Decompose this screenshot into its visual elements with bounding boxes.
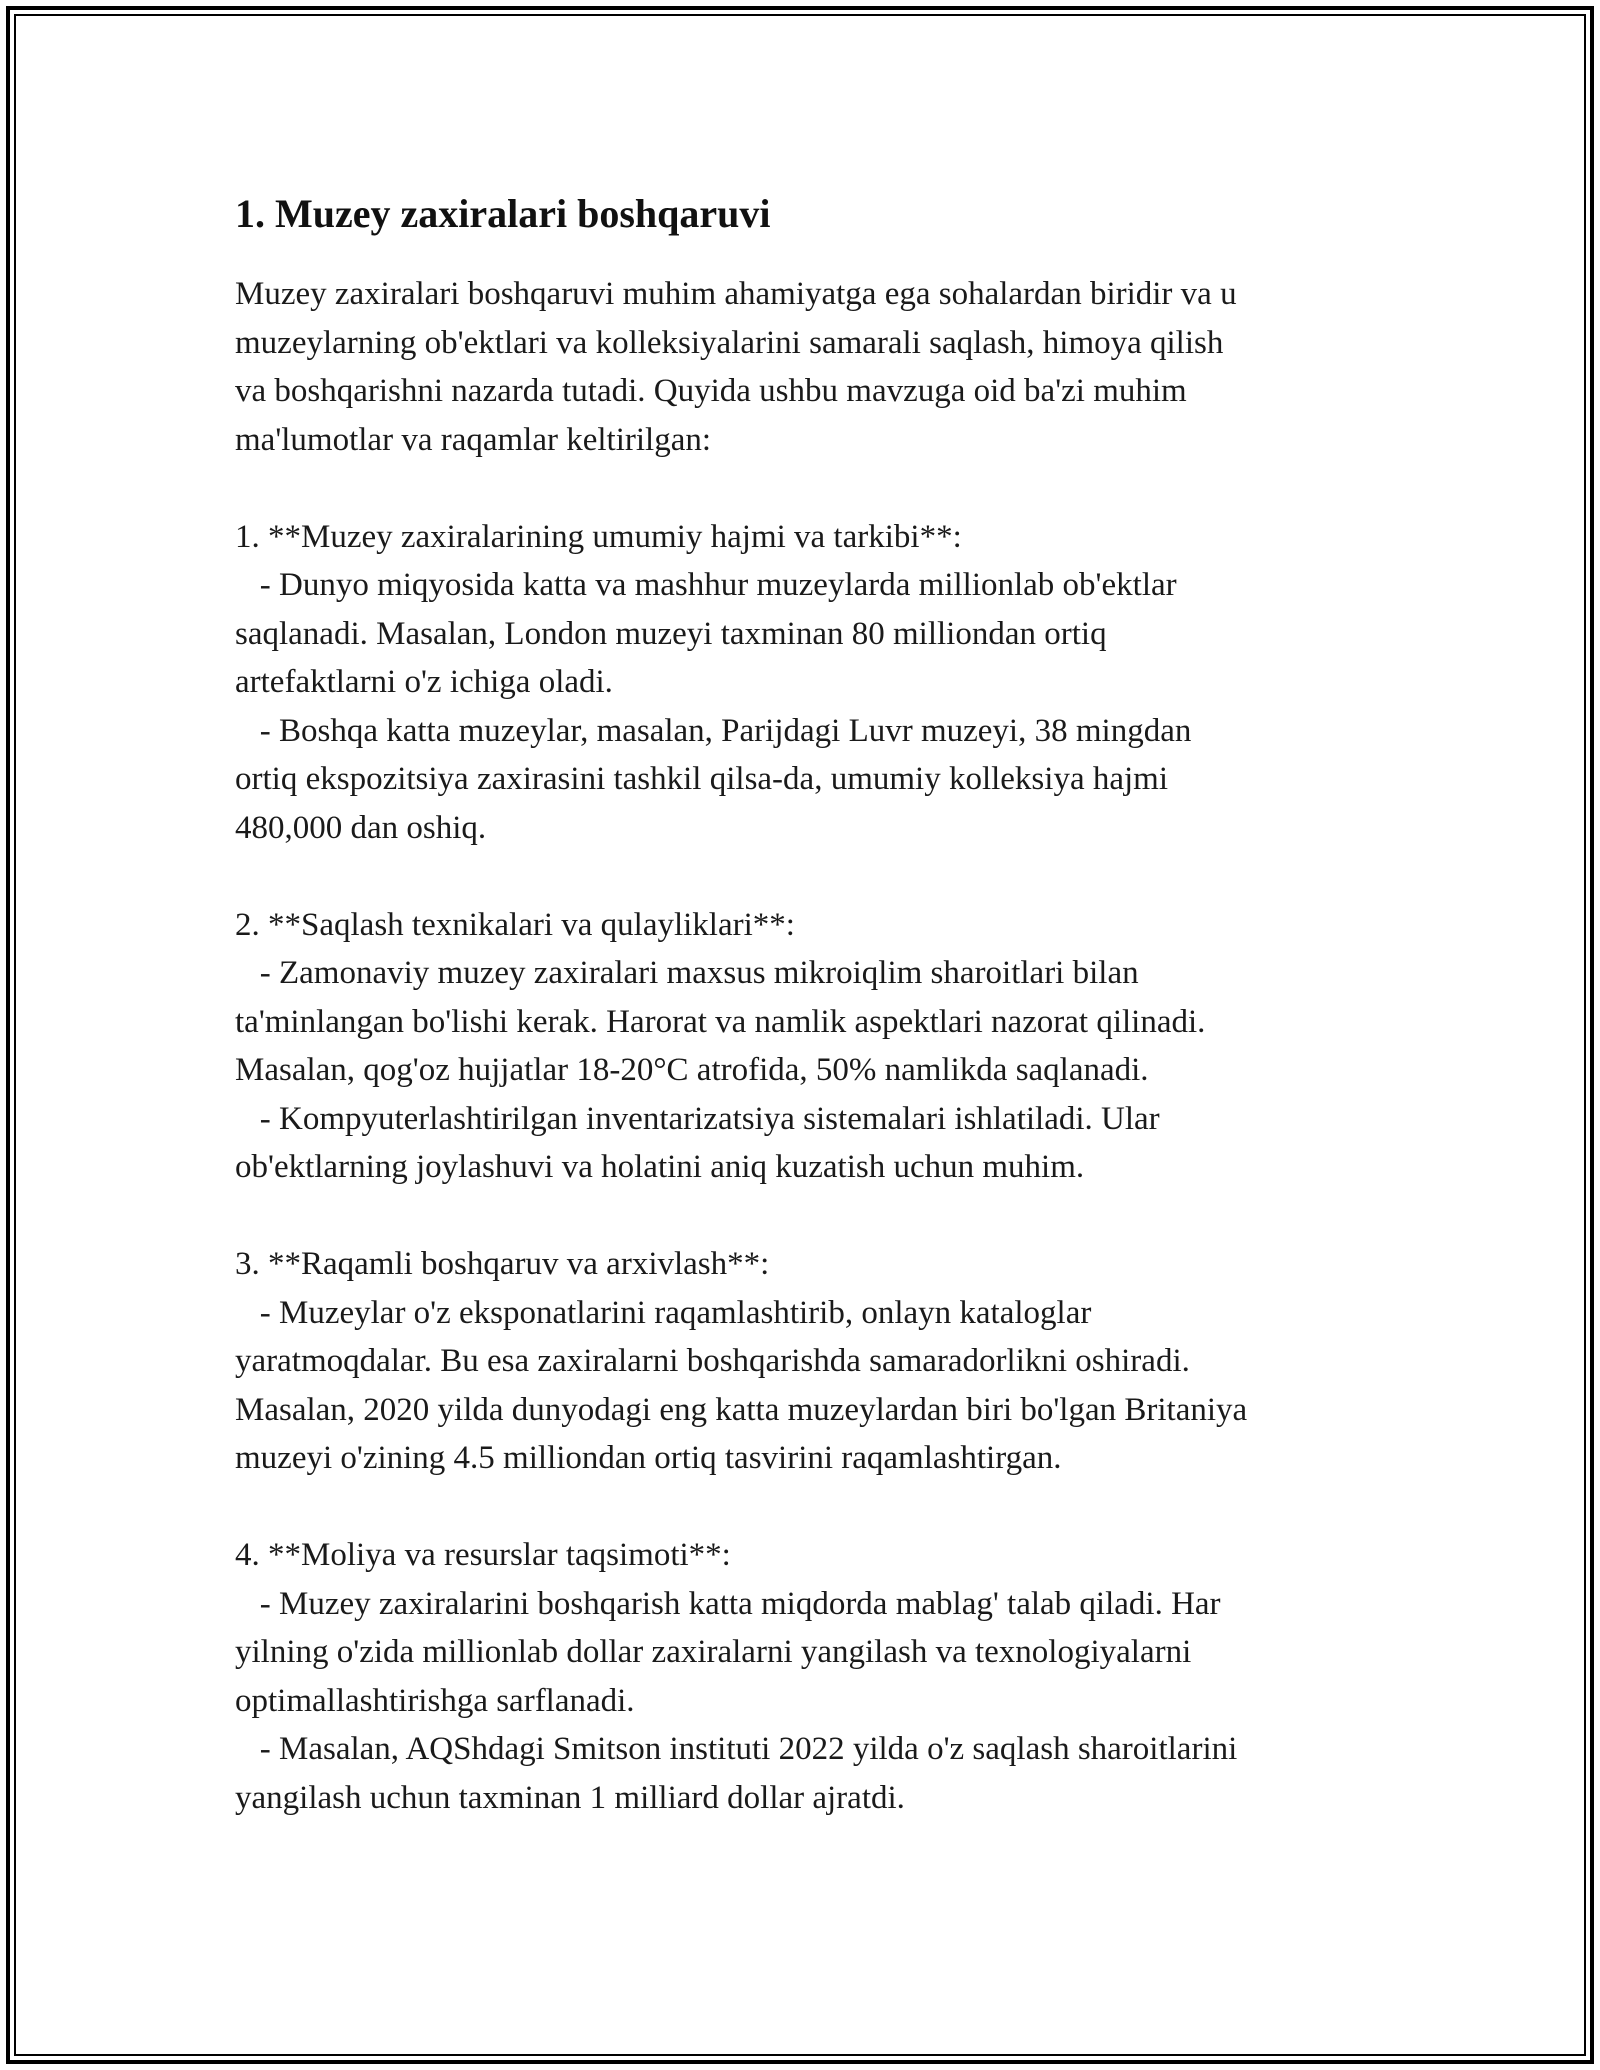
document-title: 1. Muzey zaxiralari boshqaruvi bbox=[235, 191, 771, 236]
section-1-paragraph: 1. **Muzey zaxiralarining umumiy hajmi va tarkibi**: - Dunyo miqyosida katta va mashhur muzeylarda millionlab ob'ektlar saqlanadi. Masalan, London muzeyi taxminan 80 milliondan ortiq artefaktlarni o'z ichiga oladi. - Boshqa katta muzeylar, masalan, Parijdagi Luvr muzeyi, 38 mingdan ortiq ekspozitsiya zaxirasini tashkil qilsa-da, umumiy kolleksiya hajmi 480,000 dan oshiq. bbox=[235, 518, 1192, 846]
section-2-paragraph: 2. **Saqlash texnikalari va qulayliklari**: - Zamonaviy muzey zaxiralari maxsus mikroiqlim sharoitlari bilan ta'minlangan bo'lishi kerak. Harorat va namlik aspektlari nazorat qilinadi. Masalan, qog'oz hujjatlar 18-20°C atrofida, 50% namlikda saqlanadi. - Kompyuterlashtirilgan inventarizatsiya sistemalari ishlatiladi. Ular ob'ektlarning joylashuvi va holatini aniq kuzatish uchun muhim. bbox=[235, 906, 1206, 1185]
section-3-paragraph: 3. **Raqamli boshqaruv va arxivlash**: - Muzeylar o'z eksponatlarini raqamlashtirib, onlayn kataloglar yaratmoqdalar. Bu esa zaxiralarni boshqarishda samaradorlikni oshiradi. Masalan, 2020 yilda dunyodagi eng katta muzeylardan biri bo'lgan Britaniya muzeyi o'zining 4.5 milliondan ortiq tasvirini raqamlashtirgan. bbox=[235, 1246, 1248, 1476]
blank-line bbox=[235, 464, 1375, 513]
blank-line bbox=[235, 1192, 1375, 1241]
section-4-paragraph: 4. **Moliya va resurslar taqsimoti**: - Muzey zaxiralarini boshqarish katta miqdorda mablag' talab qiladi. Har yilning o'zida millionlab dollar zaxiralarni yangilash va texnologiyalarni optimallashtirishga sarflanadi. - Masalan, AQShdagi Smitson instituti 2022 yilda o'z saqlash sharoitlarini yangilash uchun taxminan 1 milliard dollar ajratdi. bbox=[235, 1537, 1238, 1816]
document-body bbox=[235, 186, 1375, 1822]
blank-line bbox=[235, 1483, 1375, 1532]
blank-line bbox=[235, 852, 1375, 901]
intro-paragraph: Muzey zaxiralari boshqaruvi muhim ahamiyatga ega sohalardan biridir va u muzeylarning ob'ektlari va kolleksiyalarini samarali saqlash, himoya qilish va boshqarishni nazarda tutadi. Quyida ushbu mavzuga oid ba'zi muhim ma'lumotlar va raqamlar keltirilgan: bbox=[235, 276, 1237, 458]
